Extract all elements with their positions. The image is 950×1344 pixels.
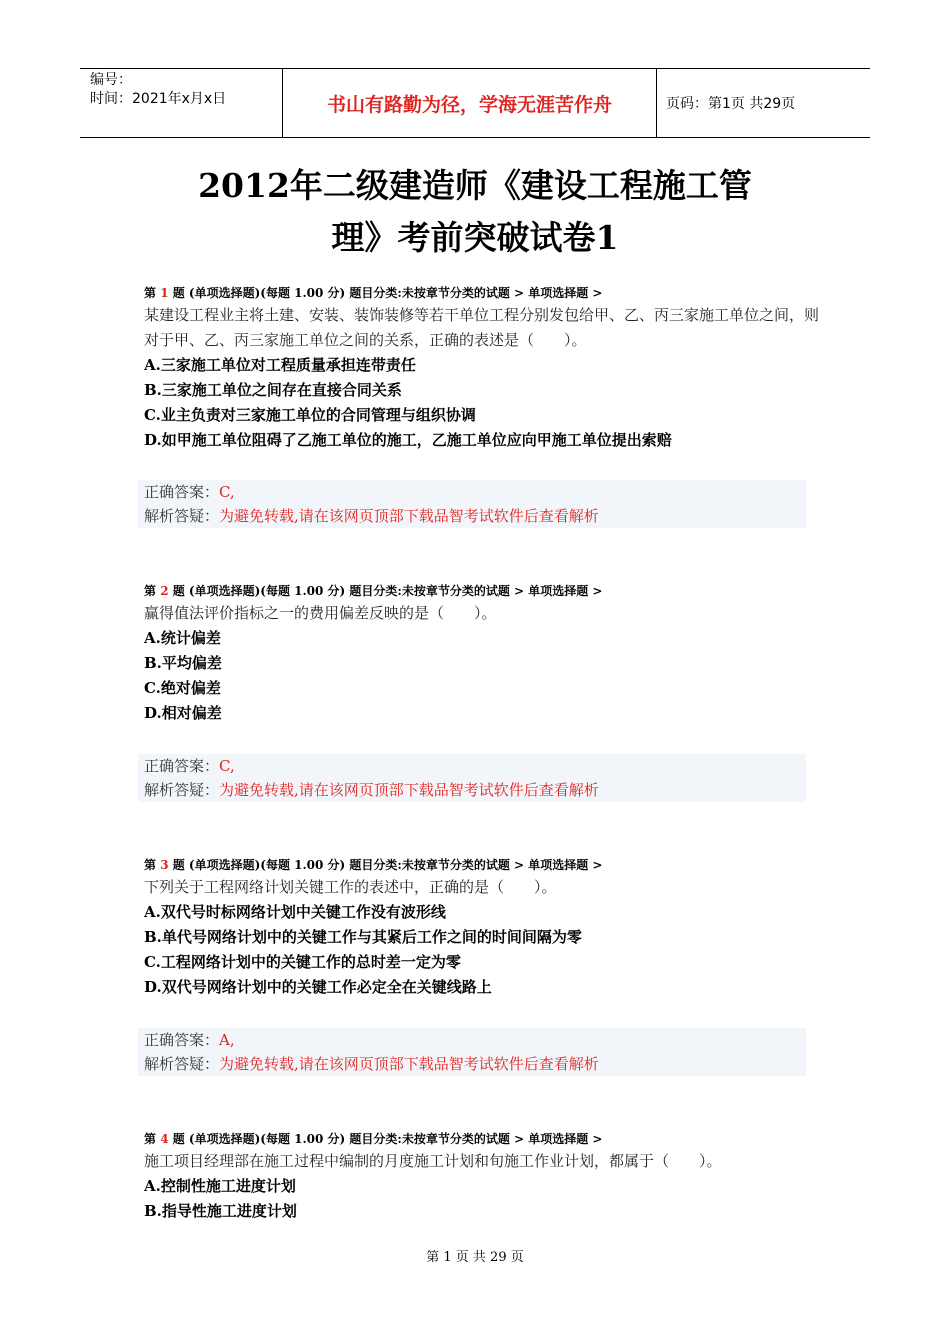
head-suffix: 题 (单项选择题)(每题 1.00 分) 题目分类:未按章节分类的试题 > 单项选择题 >	[172, 584, 603, 598]
answer-label: 正确答案：	[144, 483, 220, 501]
answer-line	[144, 1028, 806, 1052]
option-d: D.如甲施工单位阻碍了乙施工单位的施工，乙施工单位应向甲施工单位提出索赔	[144, 431, 672, 449]
answer-label: 正确答案：	[144, 757, 220, 775]
analysis-label: 解析答疑：	[144, 507, 220, 525]
answer-box-2	[138, 754, 806, 802]
question-1	[144, 285, 824, 453]
serial-label: 编号：	[90, 72, 132, 88]
analysis-line	[144, 778, 806, 802]
option-a: A.双代号时标网络计划中关键工作没有波形线	[144, 903, 446, 921]
answer-line	[144, 480, 806, 504]
page-title	[0, 160, 950, 264]
analysis-label: 解析答疑：	[144, 1055, 220, 1073]
head-prefix: 第	[144, 584, 157, 598]
question-number: 2	[160, 584, 169, 598]
answer-label: 正确答案：	[144, 1031, 220, 1049]
option-a: A.三家施工单位对工程质量承担连带责任	[144, 356, 416, 374]
question-stem: 赢得值法评价指标之一的费用偏差反映的是（ ）。	[144, 604, 497, 622]
analysis-line	[144, 1052, 806, 1076]
head-suffix: 题 (单项选择题)(每题 1.00 分) 题目分类:未按章节分类的试题 > 单项选择题 >	[172, 858, 603, 872]
head-prefix: 第	[144, 286, 157, 300]
question-stem: 施工项目经理部在施工过程中编制的月度施工计划和旬施工作业计划，都属于（ ）。	[144, 1152, 722, 1170]
question-number: 1	[160, 286, 169, 300]
analysis-value: 为避免转载,请在该网页顶部下载品智考试软件后查看解析	[219, 1055, 599, 1073]
head-suffix: 题 (单项选择题)(每题 1.00 分) 题目分类:未按章节分类的试题 > 单项选择题 >	[172, 286, 603, 300]
head-prefix: 第	[144, 858, 157, 872]
analysis-line	[144, 504, 806, 528]
option-c: C.业主负责对三家施工单位的合同管理与组织协调	[144, 406, 476, 424]
header-table	[80, 68, 870, 138]
answer-value: A,	[219, 1031, 235, 1049]
analysis-value: 为避免转载,请在该网页顶部下载品智考试软件后查看解析	[219, 781, 599, 799]
option-b: B.单代号网络计划中的关键工作与其紧后工作之间的时间间隔为零	[144, 928, 582, 946]
head-suffix: 题 (单项选择题)(每题 1.00 分) 题目分类:未按章节分类的试题 > 单项选择题 >	[172, 1132, 603, 1146]
option-b: B.三家施工单位之间存在直接合同关系	[144, 381, 402, 399]
head-prefix: 第	[144, 1132, 157, 1146]
analysis-value: 为避免转载,请在该网页顶部下载品智考试软件后查看解析	[219, 507, 599, 525]
question-header	[144, 857, 824, 873]
question-4	[144, 1131, 824, 1224]
question-header	[144, 285, 824, 301]
option-d: D.相对偏差	[144, 704, 222, 722]
option-b: B.平均偏差	[144, 654, 222, 672]
answer-line	[144, 754, 806, 778]
answer-value: C,	[219, 483, 235, 501]
page-info: 页码：第1页 共29页	[666, 96, 796, 112]
question-stem: 某建设工程业主将土建、安装、装饰装修等若干单位工程分别发包给甲、乙、丙三家施工单位之间，则对于甲、乙、丙三家施工单位之间的关系，正确的表述是（ ）。	[144, 306, 820, 349]
question-number: 4	[160, 1132, 169, 1146]
question-2	[144, 583, 824, 726]
title-line-2: 理》考前突破试卷1	[331, 218, 619, 257]
option-d: D.双代号网络计划中的关键工作必定全在关键线路上	[144, 978, 492, 996]
option-b: B.指导性施工进度计划	[144, 1202, 297, 1220]
answer-box-3	[138, 1028, 806, 1076]
header-meta	[80, 69, 282, 137]
answer-value: C,	[219, 757, 235, 775]
option-c: C.工程网络计划中的关键工作的总时差一定为零	[144, 953, 461, 971]
question-3	[144, 857, 824, 1000]
time-label: 时间：2021年x月x日	[90, 91, 227, 107]
option-a: A.统计偏差	[144, 629, 221, 647]
title-line-1: 2012年二级建造师《建设工程施工管	[198, 166, 752, 205]
motto: 书山有路勤为径，学海无涯苦作舟	[282, 69, 657, 137]
question-stem: 下列关于工程网络计划关键工作的表述中，正确的是（ ）。	[144, 878, 557, 896]
question-header	[144, 583, 824, 599]
question-number: 3	[160, 858, 169, 872]
option-a: A.控制性施工进度计划	[144, 1177, 296, 1195]
answer-box-1	[138, 480, 806, 528]
question-header	[144, 1131, 824, 1147]
option-c: C.绝对偏差	[144, 679, 221, 697]
analysis-label: 解析答疑：	[144, 781, 220, 799]
page-footer: 第 1 页 共 29 页	[426, 1250, 524, 1265]
